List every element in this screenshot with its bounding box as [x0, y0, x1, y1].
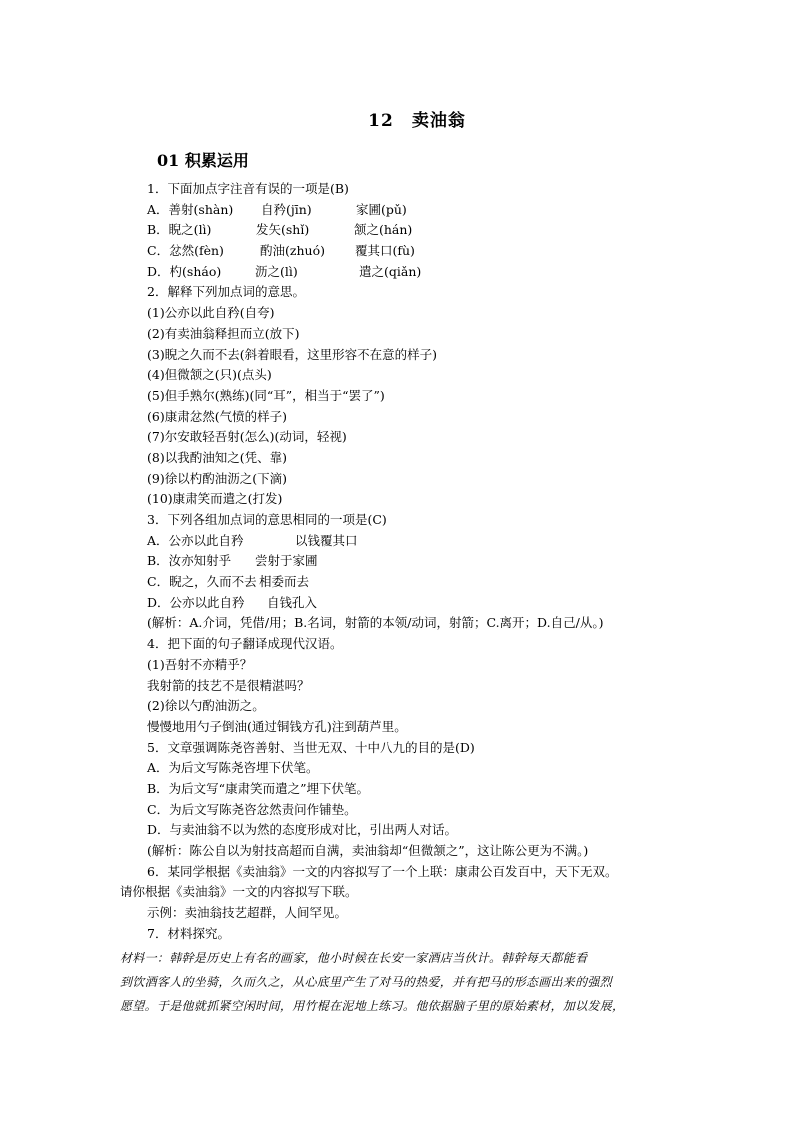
q6-stem: 6．某同学根据《卖油翁》一文的内容拟写了一个上联：康肃公百发百中，天下无双。	[147, 863, 618, 879]
q2-item: (5)但手熟尔(熟练)(同“耳”，相当于“罢了”)	[147, 387, 385, 403]
q4-translation-1: 我射箭的技艺不是很精湛吗？	[147, 677, 310, 693]
q2-item: (3)睨之久而不去(斜着眼看，这里形容不在意的样子)	[147, 346, 437, 362]
q2-item: (1)公亦以此自矜(自夸)	[147, 305, 275, 321]
q2-item: (8)以我酌油知之(凭、靠)	[147, 449, 287, 465]
q4-stem: 4．把下面的句子翻译成现代汉语。	[147, 636, 343, 652]
material-line: 到饮酒客人的坐骑，久而久之，从心底里产生了对马的热爱，并有把马的形态画出来的强烈	[120, 975, 613, 989]
q1-option-c: C．忿然(fèn) 酌油(zhuó) 覆其口(fù)	[147, 243, 415, 259]
q3-option-a: A．公亦以此自矜 以钱覆其口	[147, 532, 358, 548]
q4-sentence-1: (1)吾射不亦精乎？	[147, 656, 253, 672]
lesson-title: 卖油翁	[411, 111, 466, 131]
q5-stem: 5．文章强调陈尧咨善射、当世无双、十中八九的目的是(D)	[147, 739, 475, 755]
q1-option-b: B．睨之(lì) 发矢(shǐ) 颔之(hán)	[147, 222, 413, 238]
q6-example: 示例：卖油翁技艺超群，人间罕见。	[147, 905, 348, 921]
q5-option-b: B．为后文写“康肃笑而遣之”埋下伏笔。	[147, 780, 369, 796]
q1-option-a: A．善射(shàn) 自矜(jīn) 家圃(pǔ)	[147, 201, 407, 217]
q5-option-c: C．为后文写陈尧咨忿然责问作铺垫。	[147, 801, 357, 817]
q2-stem: 2．解释下列加点词的意思。	[147, 284, 305, 300]
material-line: 材料一：韩幹是历史上有名的画家，他小时候在长安一家酒店当伙计。韩幹每天都能看	[120, 951, 588, 965]
q2-item: (9)徐以杓酌油沥之(下滴)	[147, 470, 287, 486]
q1-option-d: D．杓(sháo) 沥之(lì) 遣之(qiǎn)	[147, 263, 422, 279]
q5-option-d: D．与卖油翁不以为然的态度形成对比，引出两人对话。	[147, 822, 458, 838]
q2-item: (6)康肃忿然(气愤的样子)	[147, 408, 287, 424]
q7-material	[120, 946, 680, 1018]
page-title	[0, 106, 794, 131]
section-heading: 01 积累运用	[157, 151, 249, 170]
q4-sentence-2: (2)徐以勺酌油沥之。	[147, 698, 265, 714]
q2-item: (7)尔安敢轻吾射(怎么)(动词，轻视)	[147, 429, 347, 445]
q2-item: (2)有卖油翁释担而立(放下)	[147, 325, 300, 341]
q2-item: (4)但微颔之(只)(点头)	[147, 367, 272, 383]
q6-stem-continued: 请你根据《卖油翁》一文的内容拟写下联。	[120, 884, 358, 900]
q3-option-d: D．公亦以此自矜 自钱孔入	[147, 594, 318, 610]
q3-option-b: B．汝亦知射乎 尝射于家圃	[147, 553, 318, 569]
q3-option-c: C．睨之，久而不去 相委而去	[147, 574, 310, 590]
q2-item: (10)康肃笑而遣之(打发)	[147, 491, 283, 507]
q1-stem: 1．下面加点字注音有误的一项是(B)	[147, 181, 349, 196]
material-line: 愿望。于是他就抓紧空闲时间，用竹棍在泥地上练习。他依据脑子里的原始素材，加以发展，	[120, 999, 625, 1013]
questions-body	[120, 179, 687, 944]
q5-option-a: A．为后文写陈尧咨埋下伏笔。	[147, 760, 319, 776]
q3-analysis: (解析：A.介词，凭借/用；B.名词，射箭的本领/动词，射箭；C.离开；D.自己/从。)	[147, 615, 604, 631]
q5-analysis: (解析：陈公自以为射技高超而自满，卖油翁却“但微颔之”，这让陈公更为不满。)	[147, 843, 589, 858]
q3-stem: 3．下列各组加点词的意思相同的一项是(C)	[147, 512, 387, 527]
q7-stem: 7．材料探究。	[147, 925, 230, 941]
q4-translation-2: 慢慢地用勺子倒油(通过铜钱方孔)注到葫芦里。	[147, 718, 407, 734]
lesson-number: 12	[368, 111, 394, 131]
